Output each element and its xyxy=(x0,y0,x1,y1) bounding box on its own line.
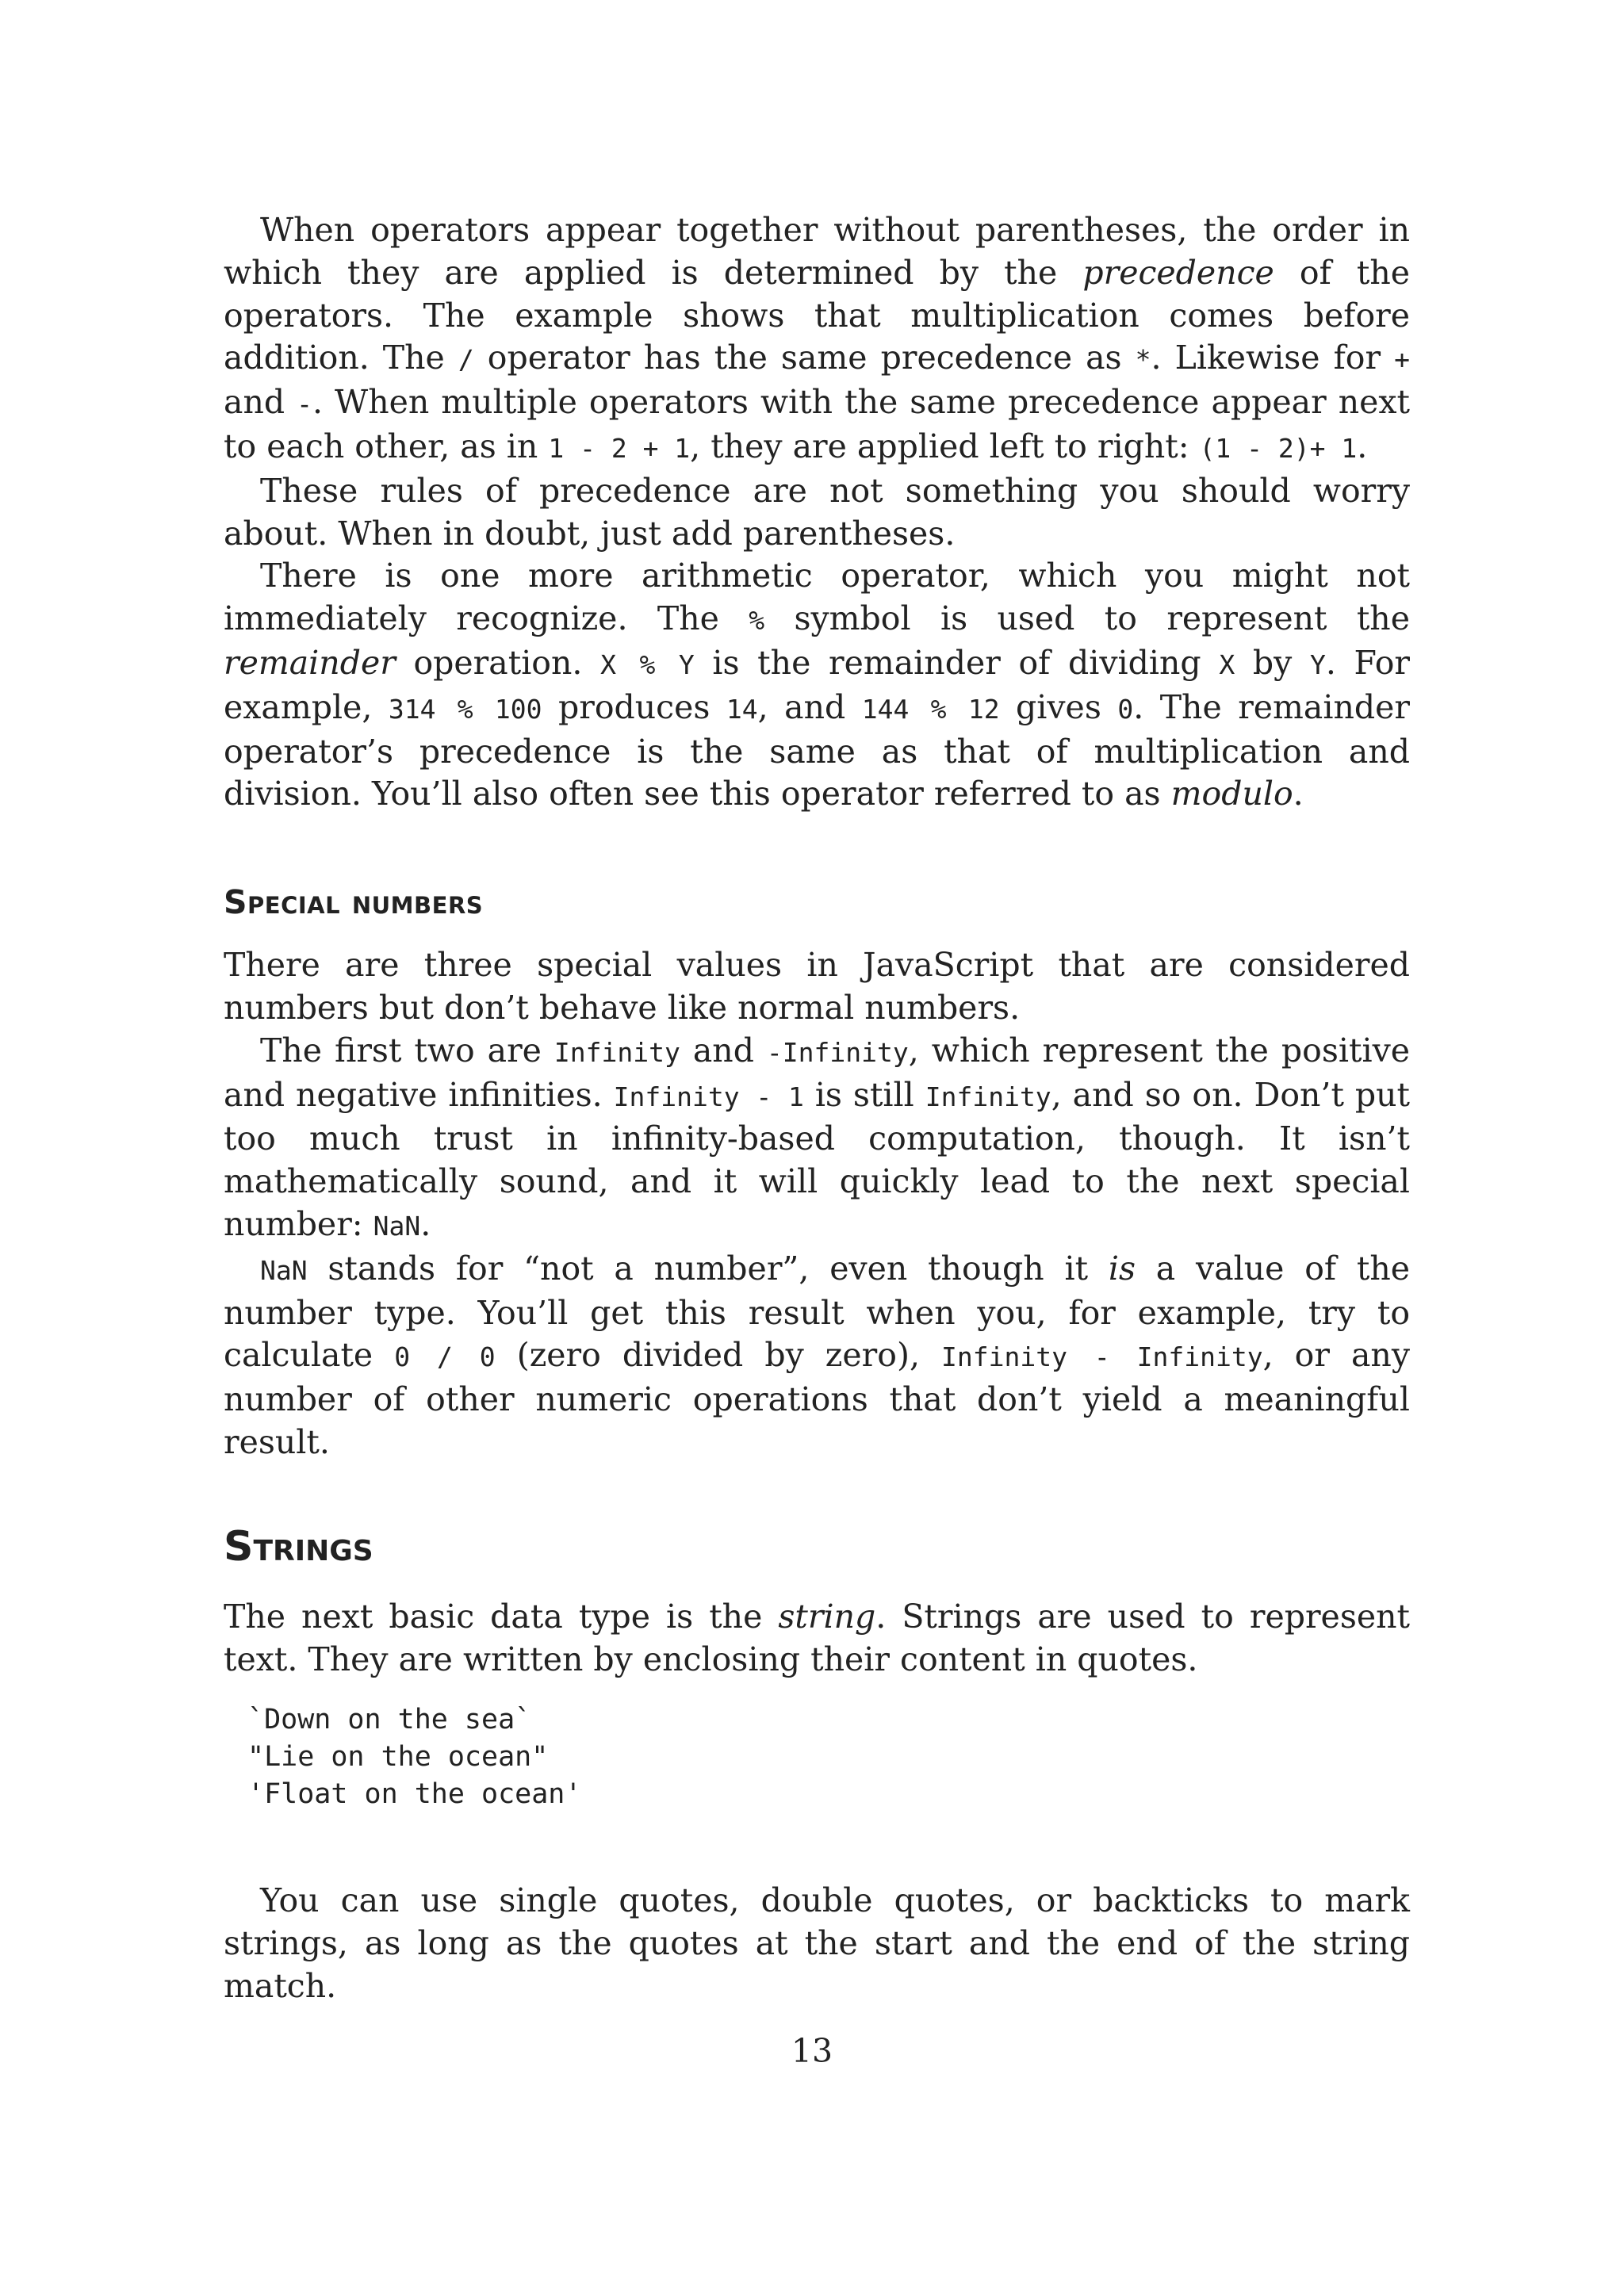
text: (zero divided by zero), xyxy=(495,1336,942,1375)
text: The first two are xyxy=(260,1031,554,1070)
code-line: "Lie on the ocean" xyxy=(247,1741,549,1774)
inline-code: 0 xyxy=(1117,693,1134,725)
text: When operators appear together without parentheses, the order in which they are applied is determined by the xyxy=(224,211,1410,292)
text: There is one more arithmetic operator, which you might not immediately recognize. The xyxy=(224,557,1410,638)
text: . xyxy=(420,1204,431,1243)
emphasis-remainder: remainder xyxy=(224,643,396,682)
text: is still xyxy=(803,1075,925,1114)
paragraph-remainder-operator xyxy=(224,555,1410,816)
text: There are three special values in JavaScript that are considered numbers but don’t behave like normal numbers. xyxy=(224,946,1410,1027)
subsection-heading-special-numbers: Special numbers xyxy=(224,883,484,922)
text: . Strings are used to represent text. They are written by enclosing their content in quotes. xyxy=(224,1597,1411,1678)
text: a value of the number type. You’ll get this result when you, for example, try to calculate xyxy=(224,1249,1410,1375)
text: is the remainder of dividing xyxy=(694,643,1220,682)
text: and xyxy=(680,1031,767,1070)
text: , and xyxy=(757,687,862,726)
inline-code: + xyxy=(1394,344,1410,376)
text: by xyxy=(1235,643,1310,682)
text: , and so on. Don’t put too much trust in infinity-based computation, though. It isn’t mathematically sound, and it will quickly lead to the next special number: xyxy=(224,1075,1410,1243)
text: . xyxy=(1293,775,1304,813)
paragraph-strings-intro xyxy=(224,1596,1410,1682)
text: , they are applied left to right: xyxy=(690,427,1200,465)
paragraph-infinity xyxy=(224,1030,1410,1248)
text: produces xyxy=(542,687,726,726)
inline-code: X xyxy=(1219,649,1235,680)
code-line: `Down on the sea` xyxy=(247,1704,532,1736)
inline-code: * xyxy=(1135,344,1151,376)
paragraph-operator-precedence xyxy=(224,209,1410,470)
paragraph-precedence-rules xyxy=(224,470,1410,556)
paragraph-nan xyxy=(224,1248,1410,1464)
paragraph-special-values xyxy=(224,944,1410,1030)
text: , which represent the positive and negative infinities. xyxy=(224,1031,1411,1114)
text: , or any number of other numeric operations that don’t yield a meaningful result. xyxy=(224,1336,1410,1461)
paragraph-quote-types xyxy=(224,1880,1410,2007)
inline-code: 1 - 2 + 1 xyxy=(548,432,691,464)
page-body xyxy=(224,209,1410,2008)
inline-code: % xyxy=(749,605,765,637)
text: These rules of precedence are not something you should worry about. When in doubt, just add parentheses. xyxy=(224,471,1410,553)
text: gives xyxy=(999,687,1118,726)
text: of the operators. The example shows that multiplication comes before addition. The xyxy=(224,253,1410,377)
inline-code: 14 xyxy=(726,693,758,725)
text: . xyxy=(1357,427,1368,465)
inline-code: 314 % 100 xyxy=(388,693,542,725)
emphasis-string: string xyxy=(778,1597,876,1636)
text: stands for “not a number”, even though it xyxy=(307,1249,1109,1288)
inline-code: X % Y xyxy=(600,649,695,680)
text: . For example, xyxy=(224,643,1410,726)
text: and xyxy=(224,383,297,422)
text: . When multiple operators with the same precedence appear next to each other, as in xyxy=(224,383,1410,465)
inline-code: NaN xyxy=(260,1254,308,1286)
inline-code: Infinity xyxy=(925,1081,1051,1112)
inline-code: 144 % 12 xyxy=(861,693,1000,725)
inline-code: 0 / 0 xyxy=(394,1341,496,1373)
emphasis-is: is xyxy=(1108,1249,1136,1288)
inline-code: Infinity xyxy=(553,1036,680,1068)
text: operation. xyxy=(395,643,601,682)
inline-code: Y xyxy=(1309,649,1326,680)
inline-code: / xyxy=(458,344,474,376)
text: symbol is used to represent the xyxy=(764,599,1410,638)
text: . Likewise for xyxy=(1151,339,1395,377)
text: The next basic data type is the xyxy=(224,1597,779,1636)
inline-code: (1 - 2)+ 1 xyxy=(1199,432,1358,464)
page-number: 13 xyxy=(791,2032,833,2070)
inline-code: Infinity - Infinity xyxy=(941,1341,1263,1373)
inline-code: -Infinity xyxy=(766,1036,909,1068)
inline-code: - xyxy=(297,388,312,420)
code-line: 'Float on the ocean' xyxy=(247,1778,582,1811)
emphasis-modulo: modulo xyxy=(1170,775,1293,813)
section-heading-strings: Strings xyxy=(224,1522,373,1571)
inline-code: Infinity - 1 xyxy=(613,1081,804,1112)
text: . The remainder operator’s precedence is the same as that of multiplication and division. You’ll also often see this operator referred to as xyxy=(224,687,1410,813)
code-block xyxy=(247,1701,1410,1813)
text: You can use single quotes, double quotes, or backticks to mark strings, as long as the quotes at the start and the end of the string match. xyxy=(224,1881,1410,2005)
inline-code: NaN xyxy=(373,1210,421,1242)
emphasis-precedence: precedence xyxy=(1082,253,1274,292)
text: operator has the same precedence as xyxy=(473,339,1136,377)
